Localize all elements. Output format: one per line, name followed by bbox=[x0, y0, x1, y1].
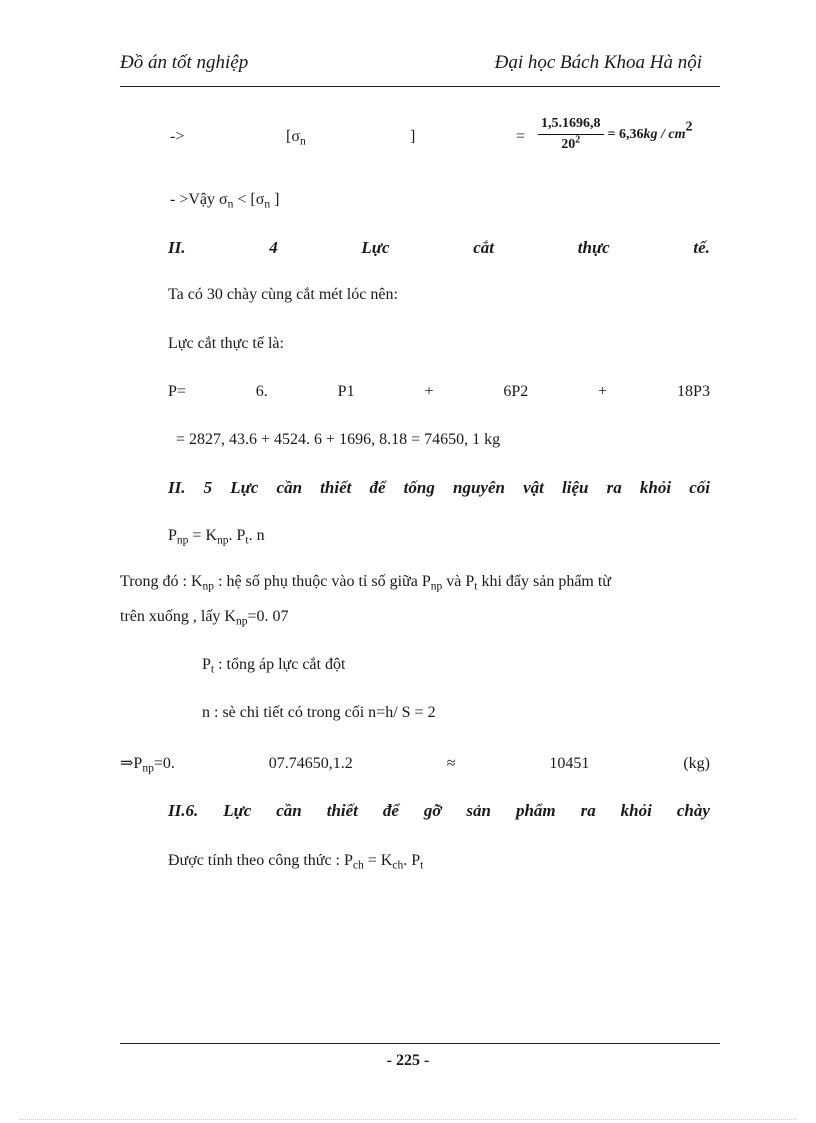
formula-term: 18P3 bbox=[677, 383, 710, 400]
heading-word: khỏi bbox=[639, 478, 672, 497]
conclusion-mid: < [σ bbox=[233, 191, 265, 208]
force-formula bbox=[168, 383, 710, 401]
definition-part: : hệ số phụ thuộc vào tỉ số giữa P bbox=[214, 573, 431, 590]
bracket-close: ] bbox=[410, 128, 416, 145]
formula-part: . P bbox=[228, 527, 246, 544]
heading-word: khỏi bbox=[620, 801, 652, 820]
formula-term: 6. bbox=[255, 383, 268, 400]
heading-word: 4 bbox=[269, 238, 278, 257]
definition-part: : tổng áp lực cắt đột bbox=[214, 656, 346, 673]
push-force-calculation bbox=[120, 753, 710, 773]
definition-sub: np bbox=[235, 615, 248, 628]
stress-unit-exponent: 2 bbox=[685, 119, 693, 135]
equals-sign: = bbox=[516, 128, 526, 145]
formula-sub: np bbox=[217, 534, 229, 547]
conclusion-line bbox=[170, 191, 279, 209]
heading-word: Lực bbox=[361, 238, 390, 257]
heading-word: Lực bbox=[230, 478, 259, 497]
calc-part: ⇒P bbox=[120, 755, 143, 772]
heading-word: cắt bbox=[473, 238, 495, 257]
heading-word: II. bbox=[168, 238, 186, 257]
formula-sub: t bbox=[245, 534, 249, 547]
arrow-text: -> bbox=[170, 128, 185, 145]
fraction bbox=[538, 116, 604, 153]
heading-word: II.6. bbox=[168, 801, 199, 820]
paragraph-2: Lực cắt thực tế là: bbox=[168, 335, 284, 352]
definition-sub: np bbox=[202, 580, 215, 593]
calc-value: 07.74650,1.2 bbox=[268, 755, 353, 772]
heading-word: chày bbox=[676, 801, 710, 820]
formula-term: + bbox=[598, 383, 608, 400]
heading-word: ra bbox=[580, 801, 596, 820]
formula-part: = K bbox=[188, 527, 217, 544]
heading-word: thiết bbox=[320, 478, 352, 497]
calc-sub: np bbox=[142, 762, 154, 775]
heading-word: nguyên bbox=[453, 478, 505, 497]
formula-sub: np bbox=[176, 534, 189, 547]
definition-part: P bbox=[202, 656, 211, 673]
fraction-numerator: 1,5.1696,8 bbox=[538, 116, 604, 135]
calc-value: (kg) bbox=[683, 755, 710, 772]
push-force-formula bbox=[168, 527, 265, 545]
formula-part: Được tính theo công thức : P bbox=[168, 852, 353, 869]
heading-word: để bbox=[369, 478, 386, 497]
definition-sub: t bbox=[474, 580, 478, 593]
stress-unit: kg / cm bbox=[643, 127, 686, 143]
footer-rule bbox=[120, 1043, 720, 1044]
heading-word: 5 bbox=[203, 478, 213, 497]
calc-part: =0. bbox=[153, 755, 175, 772]
heading-word: cần bbox=[276, 478, 303, 497]
formula-part: . P bbox=[403, 852, 421, 869]
definition-line-2 bbox=[120, 608, 289, 626]
heading-word: để bbox=[382, 801, 399, 820]
formula-term: P= bbox=[168, 383, 186, 400]
definition-part: trên xuống , lấy K bbox=[120, 608, 236, 625]
formula-sub: ch bbox=[392, 859, 404, 872]
pt-definition bbox=[202, 656, 345, 674]
conclusion-sub2: n bbox=[264, 198, 271, 211]
formula-term: + bbox=[424, 383, 434, 400]
heading-word: tống bbox=[403, 478, 435, 497]
calc-lead bbox=[120, 753, 175, 773]
heading-ii-4 bbox=[168, 238, 710, 258]
formula-part: . n bbox=[248, 527, 265, 544]
formula-part: = K bbox=[363, 852, 393, 869]
conclusion-prefix: - >Vậy σ bbox=[170, 191, 228, 208]
definition-part: Trong đó : K bbox=[120, 573, 203, 590]
heading-word: II. bbox=[168, 478, 186, 497]
formula-sub: ch bbox=[352, 859, 364, 872]
heading-ii-5 bbox=[168, 478, 710, 498]
bracket-open: [ bbox=[286, 128, 292, 145]
heading-word: cối bbox=[689, 478, 710, 497]
heading-word: thiết bbox=[326, 801, 358, 820]
conclusion-suffix: ] bbox=[270, 191, 280, 208]
force-result: = 2827, 43.6 + 4524. 6 + 1696, 8.18 = 74650, 1 kg bbox=[176, 431, 501, 448]
heading-word: phẩm bbox=[515, 801, 556, 820]
definition-part: =0. 07 bbox=[247, 608, 289, 625]
sigma-symbol: σ bbox=[291, 128, 300, 145]
n-definition: n : sè chi tiết có trong cối n=h/ S = 2 bbox=[202, 704, 436, 721]
definition-line-1 bbox=[120, 573, 611, 591]
definition-part: và P bbox=[442, 573, 475, 590]
definition-sub: t bbox=[210, 663, 215, 676]
heading-word: sản bbox=[466, 801, 491, 820]
formula-sub: t bbox=[420, 859, 424, 872]
heading-word: thực bbox=[577, 238, 610, 257]
header-left: Đồ án tốt nghiệp bbox=[120, 52, 249, 73]
paragraph-1: Ta có 30 chày cùng cắt mét lóc nên: bbox=[168, 286, 398, 303]
header-right: Đại học Bách Khoa Hà nội bbox=[494, 52, 702, 73]
calc-value: 10451 bbox=[549, 755, 590, 772]
calc-value: ≈ bbox=[446, 755, 456, 772]
heading-ii-6 bbox=[168, 801, 710, 821]
denominator-base: 20 bbox=[561, 137, 576, 152]
definition-sub: np bbox=[430, 580, 443, 593]
heading-word: liệu bbox=[562, 478, 589, 497]
heading-word: ra bbox=[606, 478, 622, 497]
definition-part: khi đẩy sản phẩm từ bbox=[477, 573, 611, 590]
denominator-exponent: 2 bbox=[575, 134, 581, 146]
stress-formula bbox=[538, 116, 692, 153]
fraction-denominator bbox=[561, 135, 580, 153]
heading-word: gỡ bbox=[423, 801, 442, 820]
header-rule bbox=[120, 86, 720, 87]
strip-force-formula bbox=[168, 852, 423, 870]
sigma-subscript: n bbox=[299, 135, 306, 148]
page-number: - 225 - bbox=[386, 1052, 430, 1069]
heading-word: vật bbox=[523, 478, 544, 497]
page-edge-dots bbox=[20, 1119, 796, 1120]
formula-term: P1 bbox=[337, 383, 355, 400]
formula-part: P bbox=[168, 527, 177, 544]
formula-term: 6P2 bbox=[503, 383, 529, 400]
heading-word: cần bbox=[276, 801, 302, 820]
heading-word: Lực bbox=[223, 801, 252, 820]
conclusion-sub1: n bbox=[227, 198, 234, 211]
heading-word: tế. bbox=[693, 238, 710, 257]
sigma-bracket-open bbox=[286, 128, 306, 146]
stress-result: = 6,36 bbox=[607, 127, 644, 143]
